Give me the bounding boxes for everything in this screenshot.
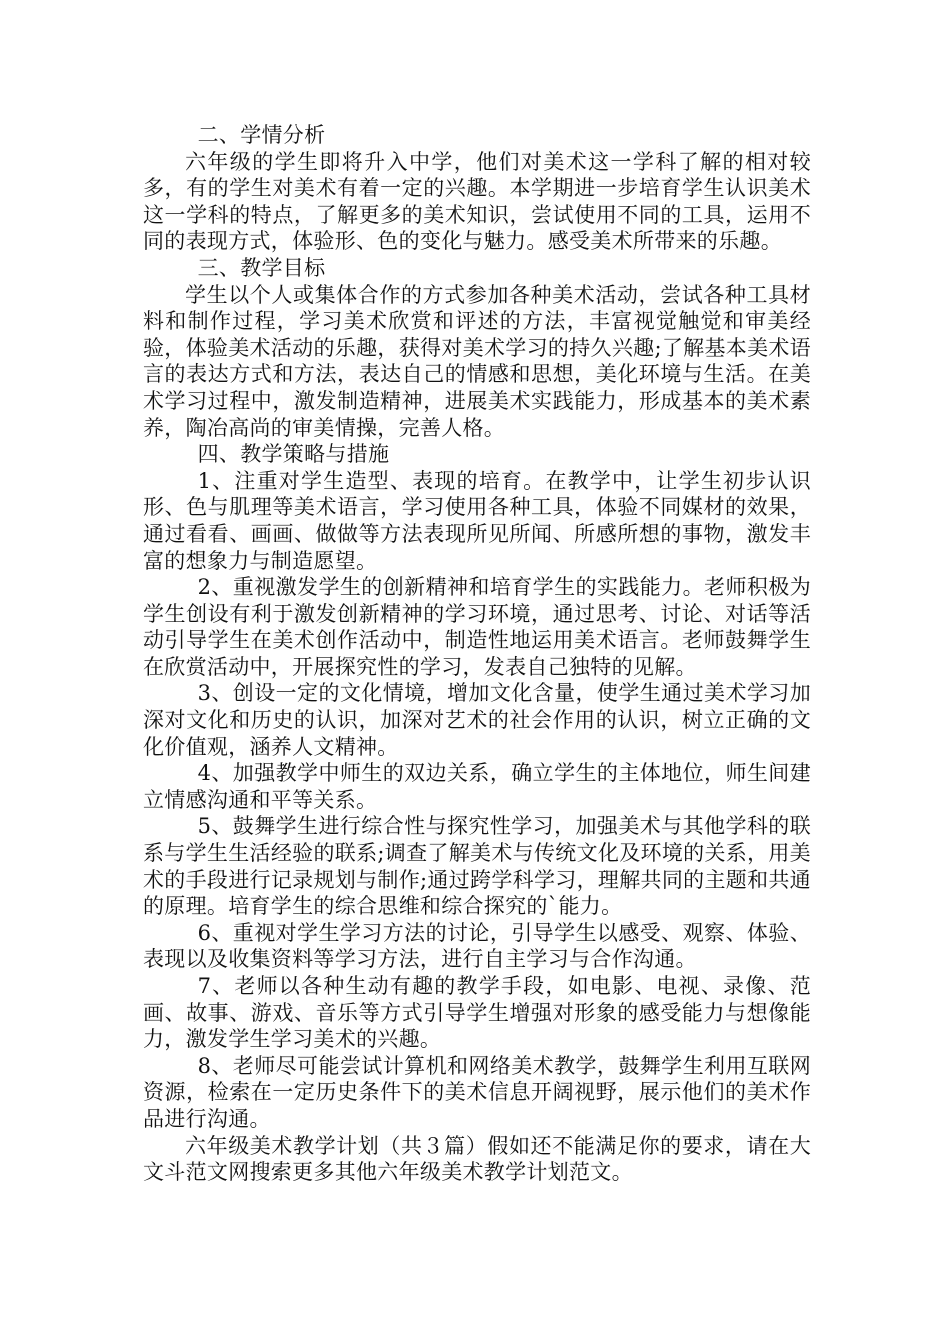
section-heading-strategies: 四、教学策略与措施 [197,442,390,467]
strategy-item-3: 3、创设一定的文化情境，增加文化含量，使学生通过美术学习加深对文化和历史的认识，加深对艺术的社会作用的认识，树立正确的文化价值观，涵养人文精神。 [143,681,811,759]
section-heading-goals: 三、教学目标 [197,255,326,280]
paragraph-situation: 六年级的学生即将升入中学，他们对美术这一学科了解的相对较多，有的学生对美术有着一定的兴趣。本学期进一步培育学生认识美术这一学科的特点，了解更多的美术知识，尝试使用不同的工具，运用不同的表现方式，体验形、色的变化与魅力。感受美术所带来的乐趣。 [143,149,811,254]
strategy-item-7: 7、老师以各种生动有趣的教学手段，如电影、电视、录像、范画、故事、游戏、音乐等方式引导学生增强对形象的感受能力与想像能力，激发学生学习美术的兴趣。 [143,974,811,1052]
strategy-item-4: 4、加强教学中师生的双边关系，确立学生的主体地位，师生间建立情感沟通和平等关系。 [143,761,811,812]
strategy-item-8: 8、老师尽可能尝试计算机和网络美术教学，鼓舞学生利用互联网资源，检索在一定历史条件下的美术信息开阔视野，展示他们的美术作品进行沟通。 [143,1053,811,1131]
section-heading-situation: 二、学情分析 [197,123,326,147]
strategy-item-2: 2、重视激发学生的创新精神和培育学生的实践能力。老师积极为学生创设有利于激发创新精神的学习环境，通过思考、讨论、对话等活动引导学生在美术创作活动中，制造性地运用美术语言。老师鼓舞学生在欣赏活动中，开展探究性的学习，发表自己独特的见解。 [143,575,811,679]
closing-paragraph: 六年级美术教学计划（共３篇）假如还不能满足你的要求，请在大文斗范文网搜索更多其他六年级美术教学计划范文。 [143,1133,811,1185]
paragraph-goals: 学生以个人或集体合作的方式参加各种美术活动，尝试各种工具材料和制作过程，学习美术欣赏和评述的方法，丰富视觉触觉和审美经验，体验美术活动的乐趣，获得对美术学习的持久兴趣;了解基本美术语言的表达方式和方法，表达自己的情感和思想，美化环境与生活。在美术学习过程中，激发制造精神，进展美术实践能力，形成基本的美术素养，陶冶高尚的审美情操，完善人格。 [143,282,811,440]
strategy-item-1: 1、注重对学生造型、表现的培育。在教学中，让学生初步认识形、色与肌理等美术语言，学习使用各种工具，体验不同媒材的效果，通过看看、画画、做做等方法表现所见所闻、所感所想的事物，激发丰富的想象力与制造愿望。 [143,468,811,573]
strategy-item-5: 5、鼓舞学生进行综合性与探究性学习，加强美术与其他学科的联系与学生生活经验的联系;调查了解美术与传统文化及环境的关系，用美术的手段进行记录规划与制作;通过跨学科学习，理解共同的主题和共通的原理。培育学生的综合思维和综合探究的`能力。 [143,814,811,919]
document-page [143,122,811,1186]
strategy-item-6: 6、重视对学生学习方法的讨论，引导学生以感受、观察、体验、表现以及收集资料等学习方法，进行自主学习与合作沟通。 [143,920,811,972]
